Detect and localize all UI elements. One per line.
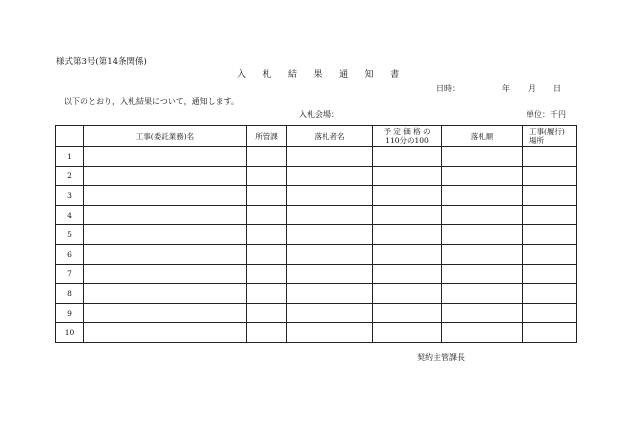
winning-amount-cell — [442, 284, 523, 304]
item-name-cell — [84, 166, 247, 186]
item-name-cell — [84, 244, 247, 264]
row-number: 6 — [56, 244, 84, 264]
item-name-cell — [84, 284, 247, 304]
header-price-ratio — [373, 126, 442, 147]
date-month-label: 月 — [528, 84, 536, 93]
department-cell — [247, 186, 287, 206]
item-name-cell — [84, 264, 247, 284]
department-cell — [247, 166, 287, 186]
location-cell — [523, 323, 577, 343]
row-number: 4 — [56, 205, 84, 225]
price-ratio-cell — [373, 303, 442, 323]
signer-title: 契約主管課長 — [417, 353, 465, 362]
winning-amount-cell — [442, 166, 523, 186]
location-cell — [523, 166, 577, 186]
table-row — [56, 166, 577, 186]
row-number: 3 — [56, 186, 84, 206]
department-cell — [247, 225, 287, 245]
header-price-ratio-line2: 110分の100 — [385, 136, 429, 145]
item-name-cell — [84, 225, 247, 245]
department-cell — [247, 147, 287, 167]
row-number: 1 — [56, 147, 84, 167]
title-char: 結 — [288, 70, 298, 80]
title-char: 札 — [262, 70, 272, 80]
header-item-name: 工事(委託業務)名 — [84, 126, 247, 147]
date-label: 日時： — [436, 84, 460, 93]
winning-amount-cell — [442, 264, 523, 284]
winning-bidder-cell — [287, 225, 373, 245]
table-row — [56, 225, 577, 245]
department-cell — [247, 244, 287, 264]
result-table — [55, 125, 577, 343]
winning-bidder-cell — [287, 166, 373, 186]
intro-text: 以下のとおり，入札結果について，通知します。 — [64, 97, 240, 106]
date-year-label: 年 — [502, 84, 510, 93]
winning-bidder-cell — [287, 284, 373, 304]
item-name-cell — [84, 147, 247, 167]
table-row — [56, 284, 577, 304]
header-location — [523, 126, 577, 147]
winning-bidder-cell — [287, 205, 373, 225]
price-ratio-cell — [373, 323, 442, 343]
location-cell — [523, 225, 577, 245]
row-number: 9 — [56, 303, 84, 323]
department-cell — [247, 205, 287, 225]
header-location-line2: 場所 — [529, 136, 544, 145]
table-row — [56, 186, 577, 206]
title-char: 書 — [390, 70, 400, 80]
row-number: 5 — [56, 225, 84, 245]
location-cell — [523, 264, 577, 284]
winning-amount-cell — [442, 323, 523, 343]
winning-bidder-cell — [287, 186, 373, 206]
header-winning-bidder: 落札者名 — [287, 126, 373, 147]
location-cell — [523, 244, 577, 264]
winning-bidder-cell — [287, 264, 373, 284]
price-ratio-cell — [373, 244, 442, 264]
table-row — [56, 264, 577, 284]
location-cell — [523, 147, 577, 167]
title-char: 通 — [339, 70, 349, 80]
department-cell — [247, 284, 287, 304]
item-name-cell — [84, 205, 247, 225]
winning-amount-cell — [442, 147, 523, 167]
table-row — [56, 205, 577, 225]
table-row — [56, 244, 577, 264]
price-ratio-cell — [373, 264, 442, 284]
winning-amount-cell — [442, 186, 523, 206]
title-char: 果 — [313, 70, 323, 80]
header-number — [56, 126, 84, 147]
title-char: 入 — [237, 70, 247, 80]
document-title — [237, 70, 416, 80]
price-ratio-cell — [373, 186, 442, 206]
winning-amount-cell — [442, 205, 523, 225]
table-header-row — [56, 126, 577, 147]
header-department: 所管課 — [247, 126, 287, 147]
department-cell — [247, 303, 287, 323]
unit-label: 単位：千円 — [526, 110, 566, 119]
item-name-cell — [84, 303, 247, 323]
table-row — [56, 303, 577, 323]
row-number: 2 — [56, 166, 84, 186]
header-price-ratio-line1: 予 定 価 格 の — [383, 127, 431, 136]
price-ratio-cell — [373, 205, 442, 225]
winning-bidder-cell — [287, 147, 373, 167]
venue-label: 入札会場： — [299, 110, 339, 119]
location-cell — [523, 284, 577, 304]
date-day-label: 日 — [553, 84, 561, 93]
price-ratio-cell — [373, 166, 442, 186]
item-name-cell — [84, 186, 247, 206]
form-code: 様式第3号(第14条関係) — [56, 57, 147, 67]
winning-amount-cell — [442, 225, 523, 245]
title-char: 知 — [364, 70, 374, 80]
price-ratio-cell — [373, 284, 442, 304]
row-number: 10 — [56, 323, 84, 343]
table-row — [56, 147, 577, 167]
price-ratio-cell — [373, 147, 442, 167]
winning-amount-cell — [442, 244, 523, 264]
price-ratio-cell — [373, 225, 442, 245]
header-location-line1: 工事(履行) — [529, 127, 565, 136]
department-cell — [247, 264, 287, 284]
header-winning-amount: 落札額 — [442, 126, 523, 147]
row-number: 8 — [56, 284, 84, 304]
location-cell — [523, 205, 577, 225]
winning-bidder-cell — [287, 323, 373, 343]
winning-bidder-cell — [287, 244, 373, 264]
item-name-cell — [84, 323, 247, 343]
row-number: 7 — [56, 264, 84, 284]
winning-bidder-cell — [287, 303, 373, 323]
location-cell — [523, 303, 577, 323]
table-row — [56, 323, 577, 343]
department-cell — [247, 323, 287, 343]
location-cell — [523, 186, 577, 206]
winning-amount-cell — [442, 303, 523, 323]
